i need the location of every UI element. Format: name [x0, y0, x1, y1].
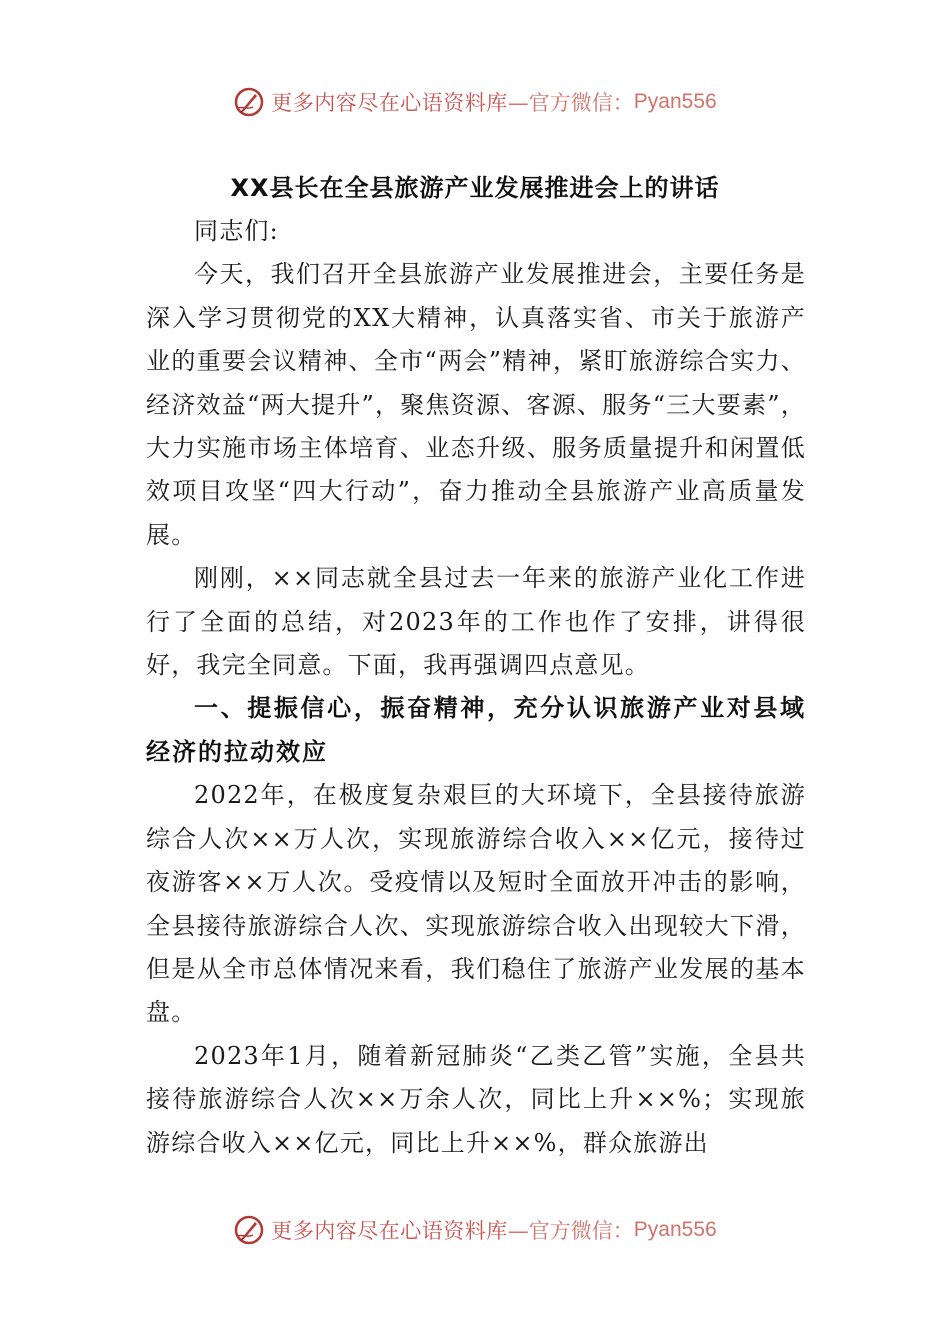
- wechat-id: Pyan556: [633, 1218, 717, 1241]
- wechat-label: —官方微信：: [507, 91, 634, 115]
- body-paragraph: 刚刚，××同志就全县过去一年来的旅游产业化工作进行了全面的总结，对2023年的工作也作了安排，讲得很好，我完全同意。下面，我再强调四点意见。: [146, 564, 806, 680]
- quill-pen-logo-icon: [233, 1214, 265, 1246]
- body-paragraph: 今天，我们召开全县旅游产业发展推进会，主要任务是深入学习贯彻党的XX大精神，认真落实省、市关于旅游产业的重要会议精神、全市“两会”精神，紧盯旅游综合实力、经济效益“两大提升”，聚焦资源、客源、服务“三大要素”，大力实施市场主体培育、业态升级、服务质量提升和闲置低效项目攻坚“四大行动”，奋力推动全县旅游产业高质量发展。: [146, 260, 806, 549]
- brand-text: 更多内容尽在心语资料库: [271, 1219, 508, 1243]
- salutation: 同志们:: [194, 217, 279, 245]
- header-watermark-banner: [0, 82, 950, 122]
- body-paragraph: 2023年1月，随着新冠肺炎“乙类乙管”实施，全县共接待旅游综合人次××万余人次，同比上升××%；实现旅游综合收入××亿元，同比上升××%，群众旅游出: [146, 1041, 806, 1157]
- section-heading: 一、提振信心，振奋精神，充分认识旅游产业对县域经济的拉动效应: [146, 694, 806, 766]
- body-paragraph: 2022年，在极度复杂艰巨的大环境下，全县接待旅游综合人次××万人次，实现旅游综合收入××亿元，接待过夜游客××万人次。受疫情以及短时全面放开冲击的影响，全县接待旅游综合人次、实现旅游综合收入出现较大下滑，但是从全市总体情况来看，我们稳住了旅游产业发展的基本盘。: [146, 781, 806, 1027]
- brand-text: 更多内容尽在心语资料库: [271, 91, 508, 115]
- quill-pen-logo-icon: [233, 86, 265, 118]
- document-body: [146, 210, 806, 1165]
- footer-watermark-banner: [0, 1210, 950, 1250]
- document-title: XX县长在全县旅游产业发展推进会上的讲话: [230, 174, 720, 202]
- wechat-label: —官方微信：: [507, 1219, 634, 1243]
- wechat-id: Pyan556: [633, 90, 717, 113]
